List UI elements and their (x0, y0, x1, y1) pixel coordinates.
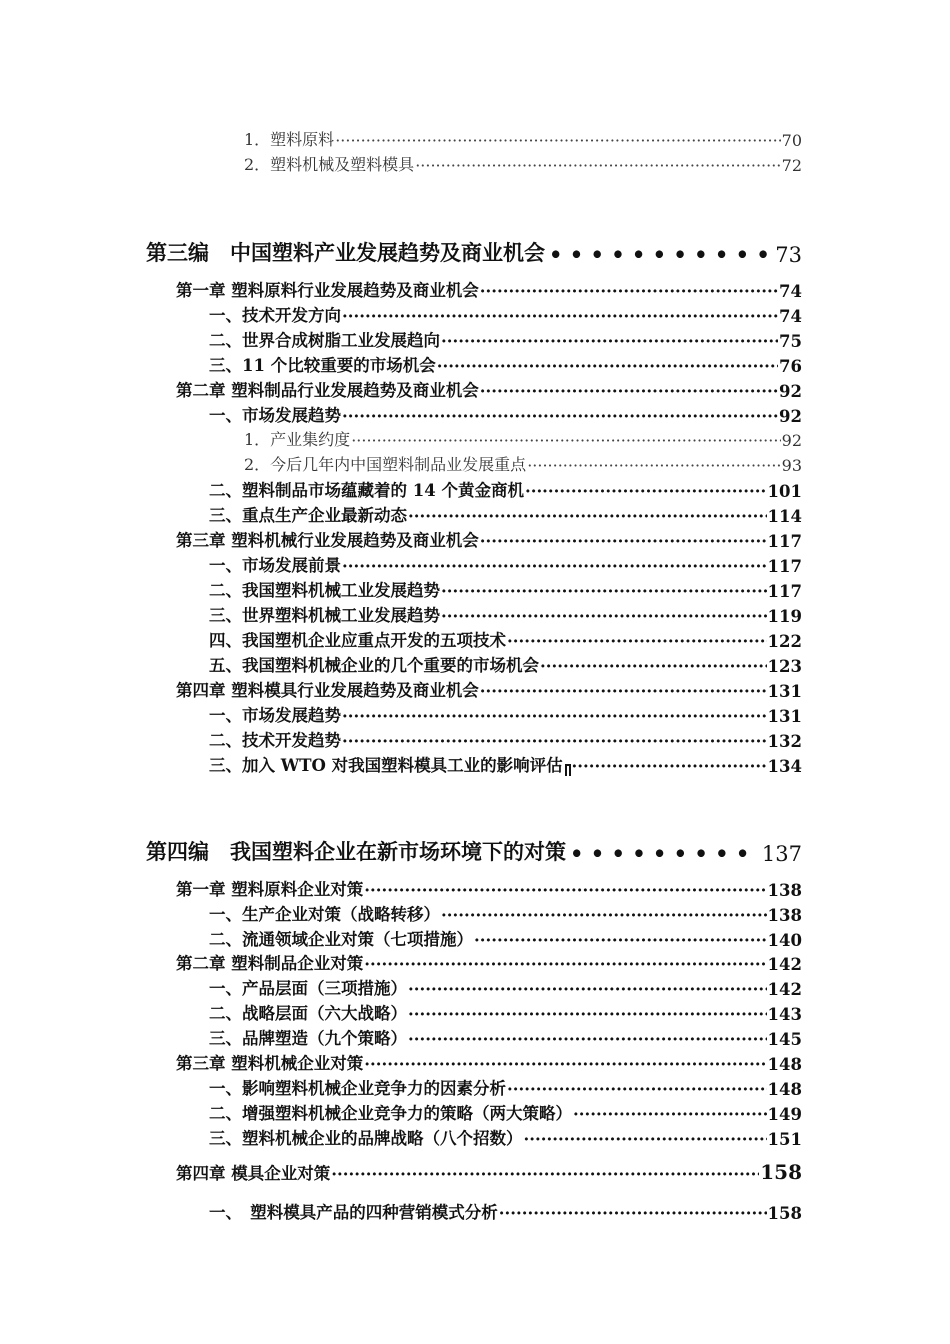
toc-entry-title: 2．塑料机械及塑料模具 (244, 155, 415, 174)
toc-entry (209, 602, 802, 626)
toc-entry-title: 二、我国塑料机械工业发展趋势 (209, 581, 440, 600)
toc-page-number: 140 (767, 931, 802, 950)
toc-page-number: 142 (767, 980, 802, 999)
toc-entry (244, 427, 802, 450)
toc-page-number: 74 (779, 282, 802, 301)
toc-entry-title: 一、市场发展趋势 (209, 406, 341, 425)
toc-entry-title: 二、战略层面（六大战略） (209, 1004, 407, 1023)
toc-entry-title: 2．今后几年内中国塑料制品业发展重点 (244, 455, 527, 474)
toc-page-number: 148 (767, 1055, 802, 1074)
toc-leader-dots (331, 1165, 759, 1184)
toc-entry-title: 三、11 个比较重要的市场机会 (209, 356, 436, 375)
toc-entry (176, 876, 802, 900)
toc-leader-dots (480, 382, 778, 401)
toc-entry (209, 402, 802, 426)
toc-entry-title: 三、加入 WTO 对我国塑料模具工业的影响评估 (209, 756, 563, 775)
toc-entry-title: 1．产业集约度 (244, 430, 351, 449)
toc-leader-dots (441, 906, 767, 925)
toc-page-number: 92 (781, 431, 802, 450)
toc-page-number: 101 (767, 482, 802, 501)
toc-leader-dots (437, 357, 778, 376)
toc-page-number: 132 (767, 732, 802, 751)
toc-page-number: 72 (781, 156, 802, 175)
toc-page-number: 74 (779, 307, 802, 326)
toc-entry-title: 二、世界合成树脂工业发展趋向 (209, 331, 440, 350)
toc-leader-dots (342, 307, 778, 326)
toc-leader-dots (507, 632, 767, 651)
toc-leader-dots (415, 156, 780, 175)
toc-entry-title: 第三章 塑料机械行业发展趋势及商业机会 (176, 531, 479, 550)
toc-entry-title: 第三章 塑料机械企业对策 (176, 1054, 364, 1073)
toc-entry (209, 926, 802, 950)
toc-entry (176, 1050, 802, 1074)
toc-leader-dots (408, 1005, 767, 1024)
toc-entry-title: 二、增强塑料机械企业竞争力的策略（两大策略） (209, 1104, 572, 1123)
stray-mark-icon (565, 764, 571, 776)
toc-entry (209, 1025, 802, 1049)
toc-page-number: 93 (781, 456, 802, 475)
toc-entry-title: 一、产品层面（三项措施） (209, 979, 407, 998)
toc-leader-dots (342, 732, 767, 751)
toc-entry (209, 477, 802, 501)
toc-leader-dots (480, 682, 767, 701)
toc-page-number: 117 (767, 582, 802, 601)
toc-page-number: 143 (767, 1005, 802, 1024)
toc-entry-title: 第三编 中国塑料产业发展趋势及商业机会 (146, 240, 545, 265)
toc-entry-title: 第四章 模具企业对策 (176, 1164, 331, 1183)
toc-leader-dots (572, 757, 767, 776)
toc-page-number: 114 (767, 507, 802, 526)
toc-entry (176, 677, 802, 701)
toc-page-number: 70 (781, 131, 802, 150)
toc-page-number: 117 (767, 532, 802, 551)
toc-page-number: 158 (767, 1204, 802, 1223)
toc-entry-title: 五、我国塑料机械企业的几个重要的市场机会 (209, 656, 539, 675)
toc-entry-title: 四、我国塑机企业应重点开发的五项技术 (209, 631, 506, 650)
toc-page-number: 138 (767, 906, 802, 925)
toc-page-number: 149 (767, 1105, 802, 1124)
toc-entry (176, 377, 802, 401)
toc-leader-dots (540, 657, 767, 676)
toc-entry (209, 1000, 802, 1024)
toc-leader-dots (549, 242, 771, 267)
toc-page-number: 137 (761, 842, 802, 866)
toc-entry (209, 901, 802, 925)
toc-entry-title: 一、影响塑料机械企业竞争力的因素分析 (209, 1079, 506, 1098)
toc-entry-title: 三、世界塑料机械工业发展趋势 (209, 606, 440, 625)
toc-leader-dots (527, 456, 780, 475)
toc-entry (209, 975, 802, 999)
toc-entry (209, 1125, 802, 1149)
toc-entry (176, 950, 802, 974)
toc-leader-dots (364, 881, 766, 900)
toc-entry-title: 一、市场发展前景 (209, 556, 341, 575)
toc-page-number: 134 (767, 757, 802, 776)
toc-leader-dots (499, 1204, 767, 1223)
toc-leader-dots (573, 1105, 767, 1124)
toc-entry (244, 127, 802, 150)
toc-leader-dots (441, 332, 778, 351)
toc-page-number: 131 (767, 707, 802, 726)
toc-entry (244, 152, 802, 175)
toc-page-number: 92 (779, 382, 802, 401)
toc-entry (209, 502, 802, 526)
toc-entry (209, 552, 802, 576)
toc-entry-title: 三、塑料机械企业的品牌战略（八个招数） (209, 1129, 523, 1148)
toc-entry (244, 452, 802, 475)
toc-entry (209, 702, 802, 726)
toc-leader-dots (408, 1030, 767, 1049)
toc-entry (176, 277, 802, 301)
toc-leader-dots (335, 131, 780, 150)
toc-page-number: 151 (767, 1130, 802, 1149)
toc-leader-dots (364, 1055, 766, 1074)
toc-entry-title: 1．塑料原料 (244, 130, 335, 149)
toc-leader-dots (474, 931, 767, 950)
toc-entry (209, 327, 802, 351)
toc-leader-dots (525, 482, 767, 501)
toc-leader-dots (480, 532, 767, 551)
toc-entry (176, 1160, 802, 1184)
toc-entry-title: 第一章 塑料原料企业对策 (176, 880, 364, 899)
toc-entry-title: 二、技术开发趋势 (209, 731, 341, 750)
toc-entry-title: 二、塑料制品市场蕴藏着的 14 个黄金商机 (209, 481, 524, 500)
toc-entry (209, 752, 802, 776)
toc-page-number: 158 (760, 1160, 802, 1184)
toc-leader-dots (570, 841, 758, 866)
toc-page-number: 117 (767, 557, 802, 576)
toc-entry (209, 1100, 802, 1124)
toc-entry (209, 302, 802, 326)
toc-page-number: 145 (767, 1030, 802, 1049)
toc-entry (209, 1199, 802, 1223)
toc-page-number: 122 (767, 632, 802, 651)
toc-entry-title: 第二章 塑料制品企业对策 (176, 954, 364, 973)
toc-entry-title: 三、重点生产企业最新动态 (209, 506, 407, 525)
toc-part-heading (146, 237, 802, 267)
toc-page-number: 75 (779, 332, 802, 351)
toc-leader-dots (342, 557, 767, 576)
toc-entry (209, 577, 802, 601)
toc-leader-dots (364, 955, 766, 974)
toc-page-number: 131 (767, 682, 802, 701)
toc-leader-dots (524, 1130, 767, 1149)
toc-entry (209, 652, 802, 676)
toc-entry (209, 727, 802, 751)
toc-entry-title: 第四章 塑料模具行业发展趋势及商业机会 (176, 681, 479, 700)
toc-entry-title: 一、市场发展趋势 (209, 706, 341, 725)
toc-entry-title: 一、技术开发方向 (209, 306, 341, 325)
toc-page-number: 138 (767, 881, 802, 900)
toc-leader-dots (441, 582, 767, 601)
toc-entry-title: 一、生产企业对策（战略转移） (209, 905, 440, 924)
toc-entry-title: 第四编 我国塑料企业在新市场环境下的对策 (146, 839, 566, 864)
toc-page-number: 123 (767, 657, 802, 676)
toc-page-number: 148 (767, 1080, 802, 1099)
toc-leader-dots (480, 282, 778, 301)
toc-part-heading (146, 836, 802, 866)
toc-leader-dots (408, 507, 767, 526)
toc-leader-dots (441, 607, 767, 626)
toc-entry-title: 一、 塑料模具产品的四种营销模式分析 (209, 1203, 498, 1222)
toc-leader-dots (507, 1080, 767, 1099)
toc-page-number: 119 (767, 607, 802, 626)
toc-entry (176, 527, 802, 551)
toc-leader-dots (342, 707, 767, 726)
toc-entry (209, 1075, 802, 1099)
toc-page-number: 73 (775, 243, 802, 267)
toc-entry-title: 三、品牌塑造（九个策略） (209, 1029, 407, 1048)
toc-page-number: 76 (779, 357, 802, 376)
toc-entry (209, 352, 802, 376)
toc-entry (209, 627, 802, 651)
toc-page-number: 92 (779, 407, 802, 426)
toc-entry-title: 第一章 塑料原料行业发展趋势及商业机会 (176, 281, 479, 300)
toc-entry-title: 二、流通领域企业对策（七项措施） (209, 930, 473, 949)
toc-leader-dots (408, 980, 767, 999)
toc-leader-dots (351, 431, 780, 450)
toc-leader-dots (342, 407, 778, 426)
toc-entry-title: 第二章 塑料制品行业发展趋势及商业机会 (176, 381, 479, 400)
toc-page-number: 142 (767, 955, 802, 974)
